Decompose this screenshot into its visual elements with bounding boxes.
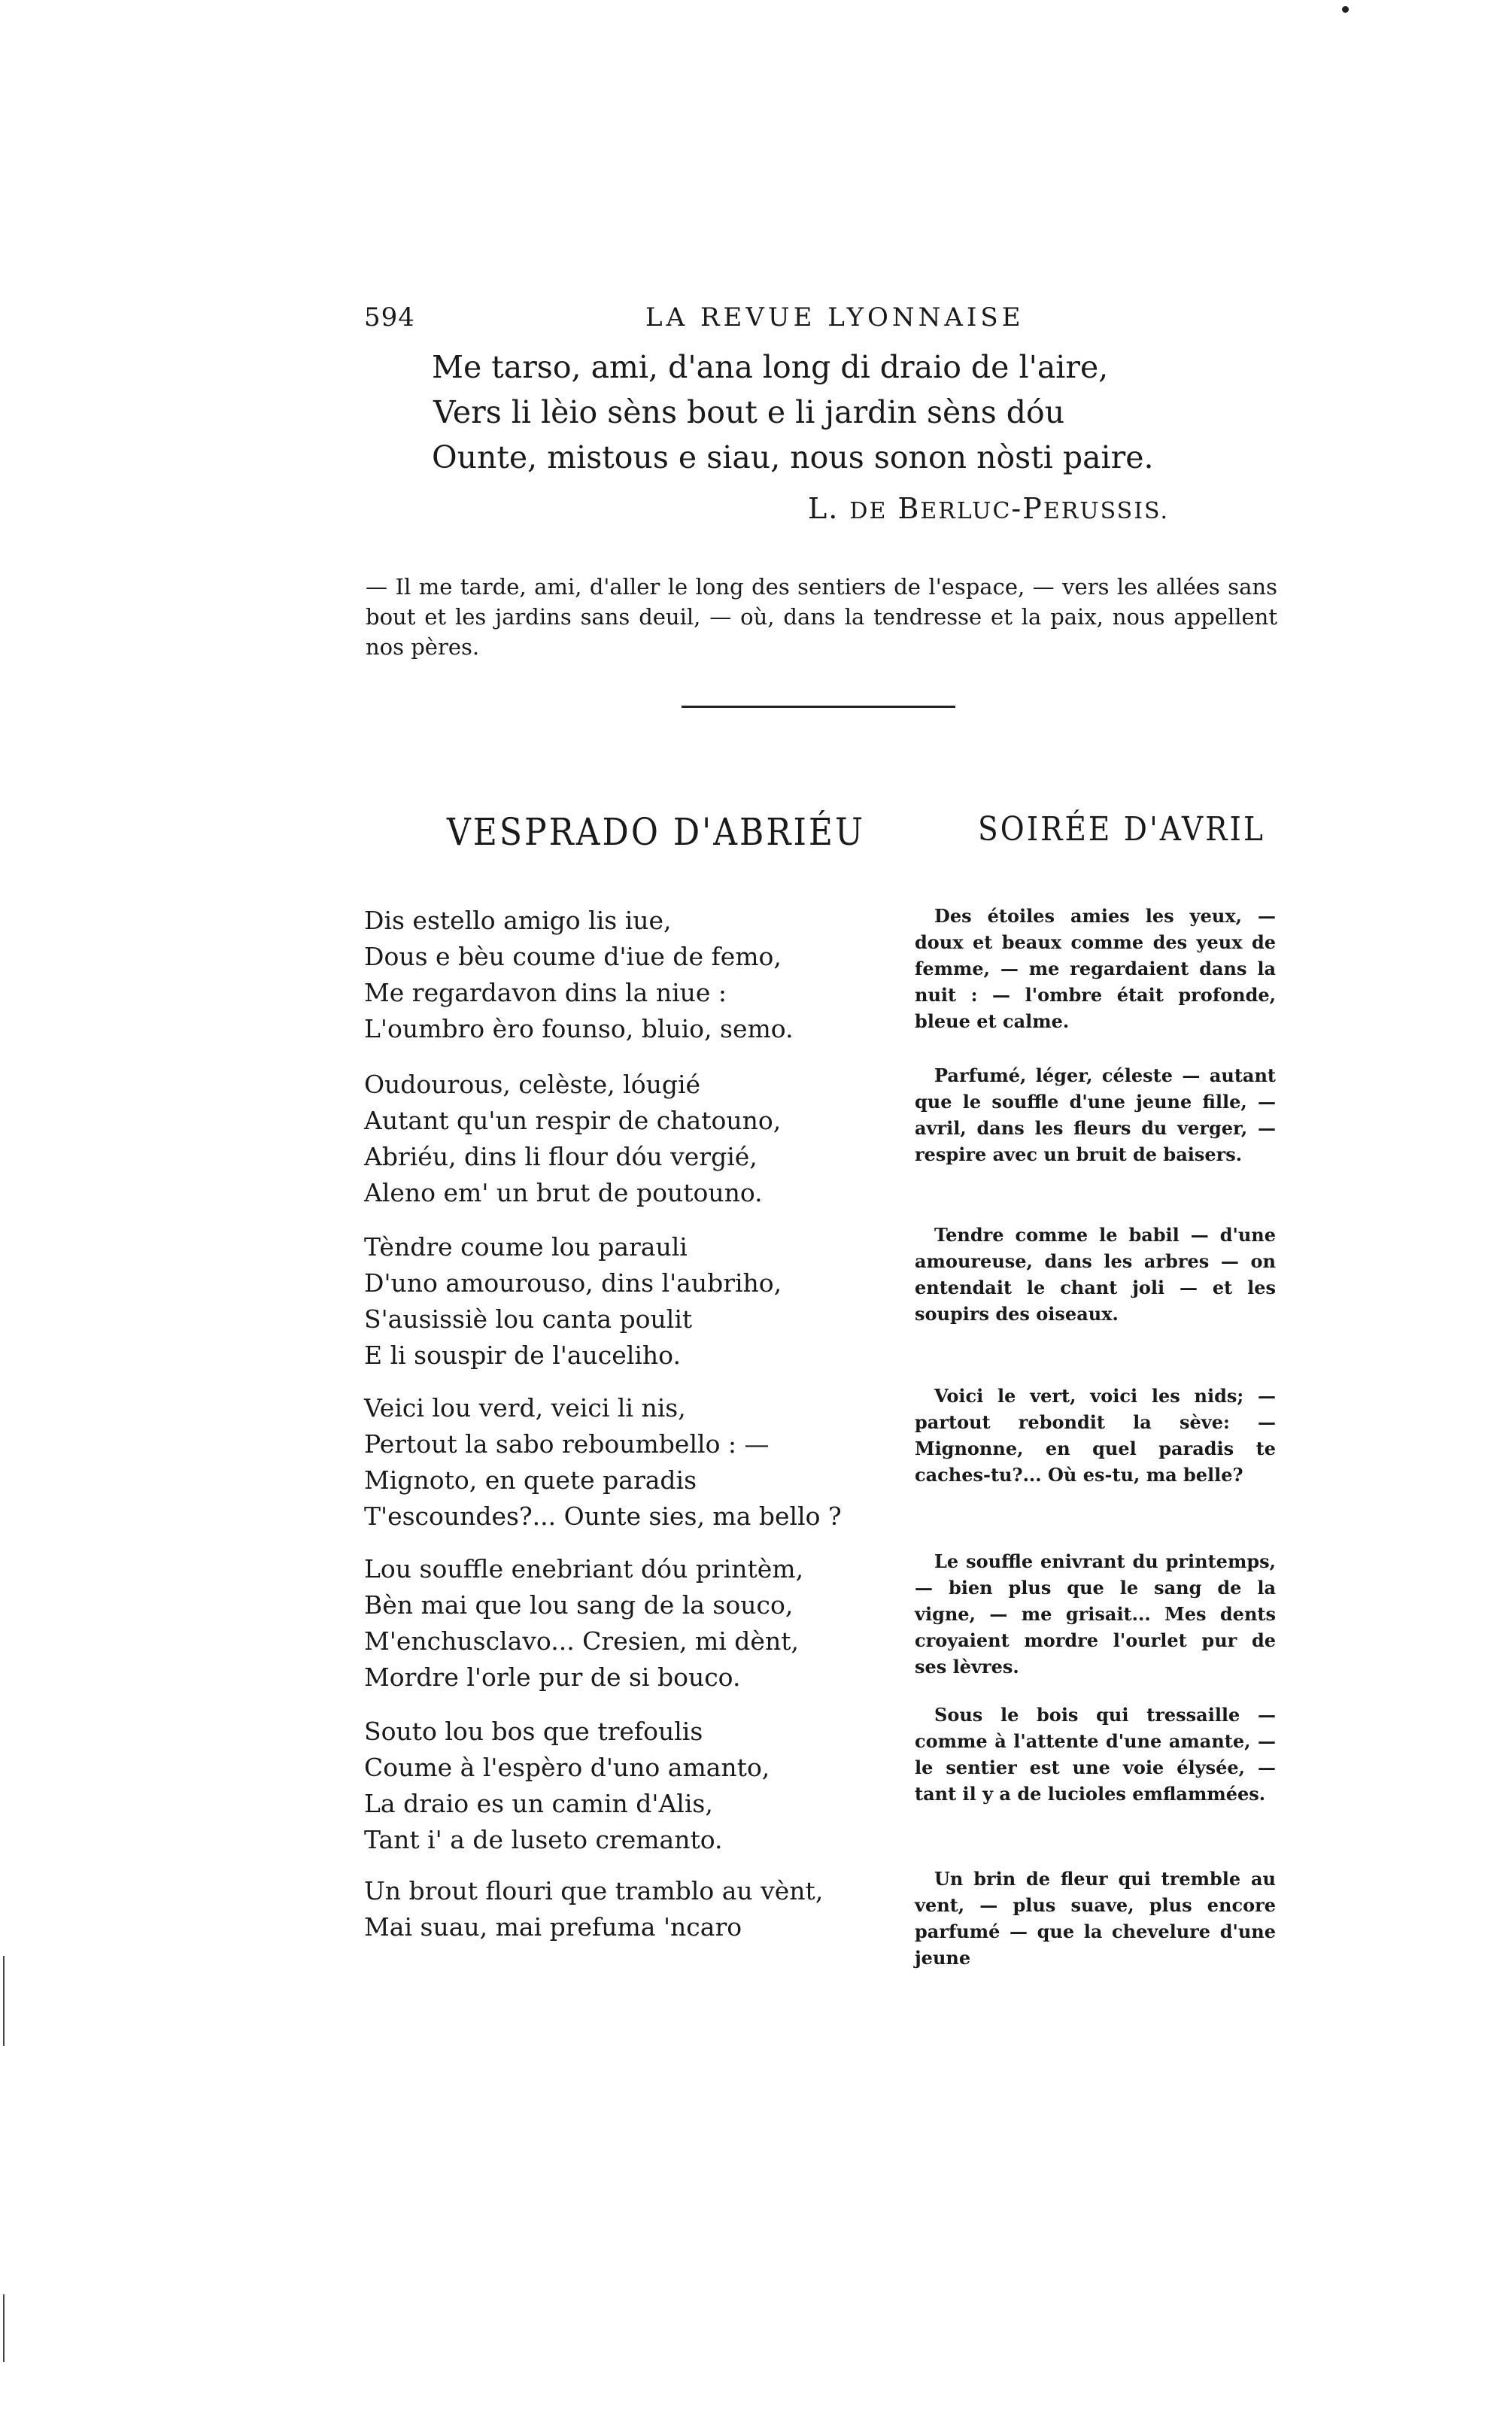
poem-line: Pertout la sabo reboumbello : — xyxy=(364,1429,770,1459)
poem-line: Aleno em' un brut de poutouno. xyxy=(364,1178,763,1207)
section-divider xyxy=(682,706,955,708)
translation-text: Voici le vert, voici les nids; — partout rebondit la sève: — Mignonne, en quel paradis te caches-tu?... Où es-tu, ma belle? xyxy=(915,1385,1276,1486)
poem-line: Mignoto, en quete paradis xyxy=(364,1465,697,1495)
poem-line: La draio es un camin d'Alis, xyxy=(364,1789,713,1818)
poem-line: Dis estello amigo lis iue, xyxy=(364,906,672,935)
poem-stanza xyxy=(364,1551,846,1696)
poem-stanza xyxy=(364,903,846,1047)
signature-name: ERLUC xyxy=(920,498,1012,524)
translation-paragraph xyxy=(915,1702,1276,1807)
signature-name-cap: B xyxy=(897,492,921,525)
poem-stanza xyxy=(364,1067,846,1211)
top-verse xyxy=(432,345,1154,480)
poem-line: D'uno amourouso, dins l'aubriho, xyxy=(364,1268,782,1298)
poem-line: L'oumbro èro founso, bluio, semo. xyxy=(364,1014,794,1043)
translation-paragraph xyxy=(915,1866,1276,1971)
poem-line: E li souspir de l'auceliho. xyxy=(364,1341,681,1370)
translation-text: Des étoiles amies les yeux, — doux et beaux comme des yeux de femme, — me regardaient dans la nuit : — l'ombre était profonde, bleue et calme. xyxy=(915,905,1276,1032)
signature-name-cap: P xyxy=(1022,492,1043,525)
signature-initial: L. xyxy=(808,492,839,525)
poem-line: Veici lou verd, veici li nis, xyxy=(364,1393,686,1423)
verse-line: Me tarso, ami, d'ana long di draio de l'aire, xyxy=(432,349,1109,385)
translation-paragraph xyxy=(915,1062,1276,1168)
running-title: LA REVUE LYONNAISE xyxy=(645,302,1025,332)
translation-text: Sous le bois qui tressaille — comme à l'attente d'une amante, — le sentier est une voie élysée, — tant il y a de lucioles emflammées. xyxy=(915,1704,1276,1805)
signature-name: ERUSSIS. xyxy=(1043,498,1170,524)
poem-line: Oudourous, celèste, lóugié xyxy=(364,1070,701,1099)
verse-line: Vers li lèio sèns bout e li jardin sèns dóu xyxy=(433,394,1065,430)
translation-title: SOIRÉE D'AVRIL xyxy=(978,811,1265,849)
signature-particle: DE xyxy=(849,498,888,524)
poem-line: Mordre l'orle pur de si bouco. xyxy=(364,1662,741,1692)
translation-text: Tendre comme le babil — d'une amoureuse, dans les arbres — on entendait le chant joli — et les soupirs des oiseaux. xyxy=(915,1224,1276,1325)
poem-line: S'ausissiè lou canta poulit xyxy=(364,1304,693,1334)
poem-title: VESPRADO D'ABRIÉU xyxy=(447,811,866,855)
verse-line: Ounte, mistous e siau, nous sonon nòsti paire. xyxy=(432,439,1154,475)
poem-line: Lou souffle enebriant dóu printèm, xyxy=(364,1554,804,1583)
author-signature xyxy=(808,492,1169,525)
poem-line: Dous e bèu coume d'iue de femo, xyxy=(364,942,782,971)
poem-line: Coume à l'espèro d'uno amanto, xyxy=(364,1753,770,1782)
poem-line: Tant i' a de luseto cremanto. xyxy=(364,1825,723,1854)
scan-edge-mark xyxy=(3,1956,5,2046)
prose-translation: — Il me tarde, ami, d'aller le long des sentiers de l'espace, — vers les allées sans bout et les jardins sans deuil, — où, dans la tendresse et la paix, nous appellent nos pères. xyxy=(366,574,1277,660)
poem-stanza xyxy=(364,1390,846,1535)
poem-line: Mai suau, mai prefuma 'ncaro xyxy=(364,1912,742,1942)
poem-line: Autant qu'un respir de chatouno, xyxy=(364,1106,782,1135)
poem-stanza xyxy=(364,1229,846,1374)
poem-line: Souto lou bos que trefoulis xyxy=(364,1717,703,1746)
poem-line: Bèn mai que lou sang de la souco, xyxy=(364,1590,794,1620)
translation-text: Un brin de fleur qui tremble au vent, — plus suave, plus encore parfumé — que la chevelure d'une jeune xyxy=(915,1868,1276,1969)
poem-line: M'enchusclavo... Cresien, mi dènt, xyxy=(364,1626,799,1656)
translation-paragraph xyxy=(915,903,1276,1034)
translation-paragraph xyxy=(915,1383,1276,1488)
poem-stanza xyxy=(364,1873,846,1945)
poem-line: Me regardavon dins la niue : xyxy=(364,978,727,1007)
page-number: 594 xyxy=(364,302,415,332)
poem-line: Tèndre coume lou parauli xyxy=(364,1232,688,1262)
signature-dash: - xyxy=(1011,492,1023,525)
poem-line: Abriéu, dins li flour dóu vergié, xyxy=(364,1142,758,1171)
translation-paragraph xyxy=(915,1548,1276,1680)
translation-text: Parfumé, léger, céleste — autant que le souffle d'une jeune fille, — avril, dans les fleurs du verger, — respire avec un bruit de baisers. xyxy=(915,1064,1276,1165)
translation-paragraph xyxy=(915,1222,1276,1327)
poem-stanza xyxy=(364,1714,846,1858)
poem-line: Un brout flouri que tramblo au vènt, xyxy=(364,1876,824,1905)
poem-line: T'escoundes?... Ounte sies, ma bello ? xyxy=(364,1502,842,1531)
ink-speck xyxy=(1342,6,1349,13)
translation-text: Le souffle enivrant du printemps, — bien plus que le sang de la vigne, — me grisait... Mes dents croyaient mordre l'ourlet pur de ses lèvres. xyxy=(915,1550,1276,1678)
scan-edge-mark xyxy=(3,2294,5,2362)
